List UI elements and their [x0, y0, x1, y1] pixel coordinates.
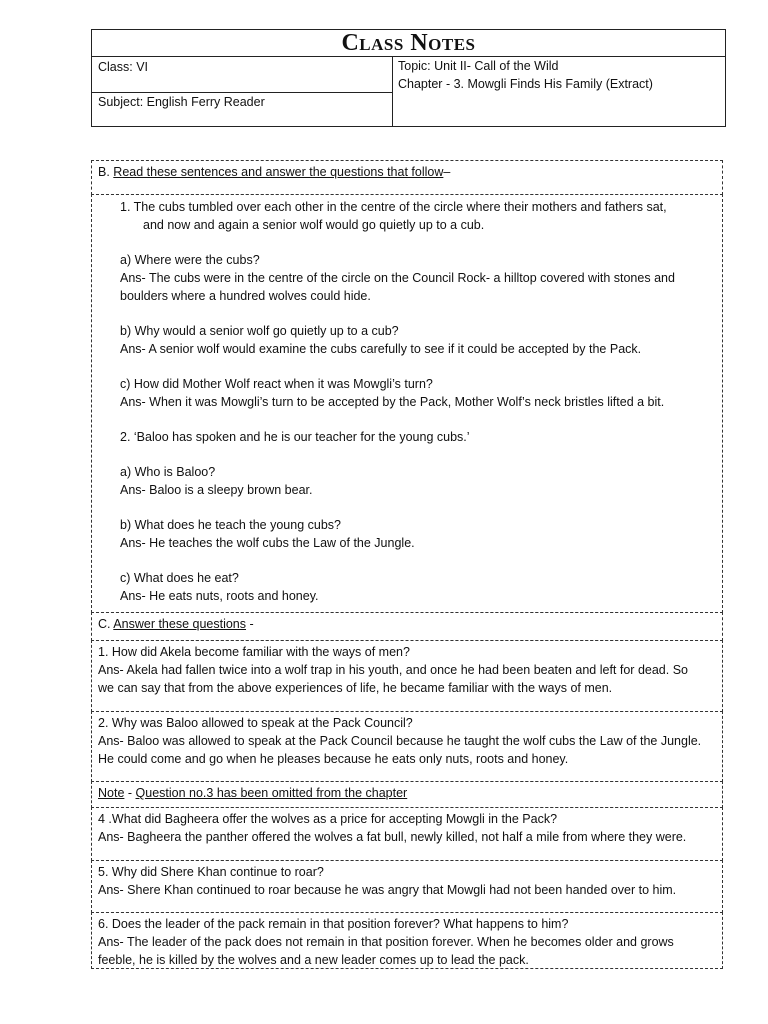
- question-b1c: c) How did Mother Wolf react when it was Mowgli’s turn?: [120, 377, 433, 391]
- section-c-suffix: -: [246, 617, 254, 631]
- header-table: [91, 29, 726, 127]
- page-title: Class Notes: [92, 30, 725, 57]
- answer-c6-cont: feeble, he is killed by the wolves and a new leader comes up to lead the pack.: [98, 953, 529, 967]
- question-c1-box: [91, 640, 723, 712]
- answer-c1: Ans- Akela had fallen twice into a wolf trap in his youth, and once he had been beaten and left for dead. So: [98, 663, 688, 677]
- answer-b1b: Ans- A senior wolf would examine the cubs carefully to see if it could be accepted by the Pack.: [120, 342, 642, 356]
- question-b2a: a) Who is Baloo?: [120, 465, 216, 479]
- section-b-suffix: –: [443, 165, 451, 179]
- question-b1: 1. The cubs tumbled over each other in the centre of the circle where their mothers and fathers sat,: [120, 200, 667, 214]
- question-b1b: b) Why would a senior wolf go quietly up to a cub?: [120, 324, 399, 338]
- answer-c6: Ans- The leader of the pack does not remain in that position forever. When he becomes older and grows: [98, 935, 674, 949]
- note-box: [91, 781, 723, 808]
- note-text: Question no.3 has been omitted from the chapter: [135, 786, 408, 800]
- question-c4: 4 .What did Bagheera offer the wolves as a price for accepting Mowgli in the Pack?: [98, 812, 558, 826]
- answer-b1a: Ans- The cubs were in the centre of the circle on the Council Rock- a hilltop covered with stones and: [120, 271, 675, 285]
- question-c1: 1. How did Akela become familiar with the ways of men?: [98, 645, 410, 659]
- question-b1a: a) Where were the cubs?: [120, 253, 260, 267]
- question-b2: 2. ‘Baloo has spoken and he is our teacher for the young cubs.’: [120, 430, 470, 444]
- chapter-label: Chapter - 3. Mowgli Finds His Family (Extract): [398, 77, 653, 91]
- section-b-heading: [91, 160, 723, 195]
- answer-c2-cont: He could come and go when he pleases because he eats only nuts, roots and honey.: [98, 752, 569, 766]
- question-b1-cont: and now and again a senior wolf would go quietly up to a cub.: [143, 218, 485, 232]
- answer-c5: Ans- Shere Khan continued to roar because he was angry that Mowgli had not been handed over to him.: [98, 883, 677, 897]
- section-c-heading: [91, 612, 723, 641]
- answer-b1c: Ans- When it was Mowgli’s turn to be accepted by the Pack, Mother Wolf’s neck bristles lifted a bit.: [120, 395, 665, 409]
- section-b-content: [91, 194, 723, 613]
- question-c2-box: [91, 711, 723, 782]
- question-c2: 2. Why was Baloo allowed to speak at the Pack Council?: [98, 716, 413, 730]
- note-label: Note: [98, 786, 125, 800]
- answer-b1a-cont: boulders where a hundred wolves could hide.: [120, 289, 371, 303]
- question-b2c: c) What does he eat?: [120, 571, 239, 585]
- question-c4-box: [91, 807, 723, 861]
- question-c6-box: [91, 912, 723, 969]
- section-c-title: Answer these questions: [113, 617, 247, 631]
- topic-label: Topic: Unit II- Call of the Wild: [398, 59, 559, 73]
- answer-b2b: Ans- He teaches the wolf cubs the Law of the Jungle.: [120, 536, 415, 550]
- question-c5: 5. Why did Shere Khan continue to roar?: [98, 865, 324, 879]
- question-c6: 6. Does the leader of the pack remain in that position forever? What happens to him?: [98, 917, 569, 931]
- answer-c2: Ans- Baloo was allowed to speak at the Pack Council because he taught the wolf cubs the Law of the Jungle.: [98, 734, 702, 748]
- answer-c4: Ans- Bagheera the panther offered the wolves a fat bull, newly killed, not half a mile from where they were.: [98, 830, 687, 844]
- answer-c1-cont: we can say that from the above experiences of life, he became familiar with the ways of men.: [98, 681, 613, 695]
- header-divider-vertical: [392, 57, 393, 126]
- question-b2b: b) What does he teach the young cubs?: [120, 518, 341, 532]
- section-c-prefix: C.: [98, 617, 114, 631]
- answer-b2c: Ans- He eats nuts, roots and honey.: [120, 589, 319, 603]
- answer-b2a: Ans- Baloo is a sleepy brown bear.: [120, 483, 313, 497]
- note-separator: -: [124, 786, 136, 800]
- question-c5-box: [91, 860, 723, 913]
- subject-label: Subject: English Ferry Reader: [98, 95, 265, 109]
- class-label: Class: VI: [98, 60, 149, 74]
- section-b-title: Read these sentences and answer the questions that follow: [113, 165, 444, 179]
- section-b-prefix: B.: [98, 165, 114, 179]
